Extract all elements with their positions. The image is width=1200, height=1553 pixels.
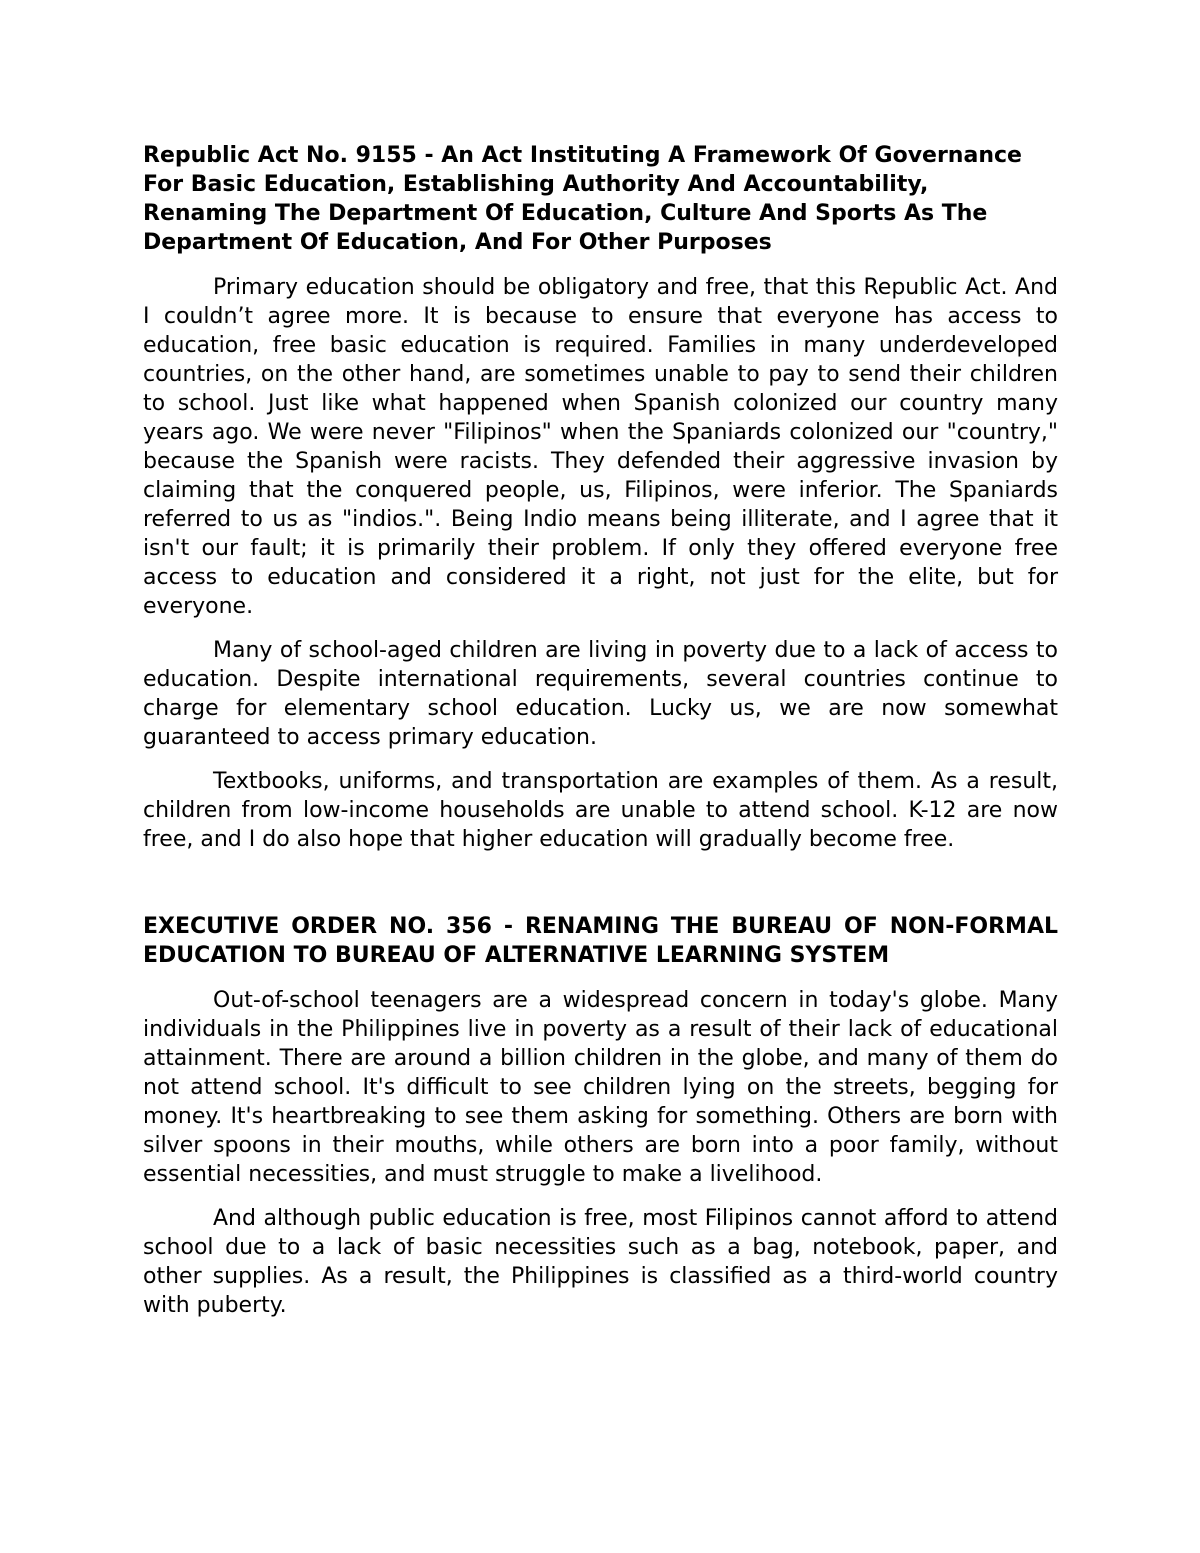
section2-heading: EXECUTIVE ORDER NO. 356 - RENAMING THE BUREAU OF NON-FORMAL EDUCATION TO BUREAU OF ALTERNATIVE LEARNING SYSTEM: [143, 914, 1058, 968]
section1-paragraph-3: Textbooks, uniforms, and transportation are examples of them. As a result, children from low-income households are unable to attend school. K-12 are now free, and I do also hope that higher education will gradually become free.: [143, 769, 1058, 852]
spacer: [143, 1189, 1058, 1204]
section1-heading: Republic Act No. 9155 - An Act Instituting A Framework Of Governance For Basic Education, Establishing Authority And Accountability, Renaming The Department Of Education, Culture And Sports As The Department Of Education, And For Other Purposes: [143, 143, 1022, 255]
spacer: [143, 257, 1058, 273]
spacer: [143, 854, 1058, 912]
section2-paragraph-2: And although public education is free, most Filipinos cannot afford to attend school due to a lack of basic necessities such as a bag, notebook, paper, and other supplies. As a result, the Philippines is classified as a third-world country with puberty.: [143, 1206, 1058, 1318]
spacer: [143, 752, 1058, 767]
document-page: [143, 141, 1058, 1320]
section1-paragraph-2: Many of school-aged children are living in poverty due to a lack of access to education. Despite international requirements, several countries continue to charge for elementary school education. Lucky us, we are now somewhat guaranteed to access primary education.: [143, 638, 1058, 750]
spacer: [143, 970, 1058, 986]
section2-paragraph-1: Out-of-school teenagers are a widespread concern in today's globe. Many individuals in the Philippines live in poverty as a result of their lack of educational attainment. There are around a billion children in the globe, and many of them do not attend school. It's difficult to see children lying on the streets, begging for money. It's heartbreaking to see them asking for something. Others are born with silver spoons in their mouths, while others are born into a poor family, without essential necessities, and must struggle to make a livelihood.: [143, 988, 1058, 1187]
section1-paragraph-1: Primary education should be obligatory and free, that this Republic Act. And I couldn’t agree more. It is because to ensure that everyone has access to education, free basic education is required. Families in many underdeveloped countries, on the other hand, are sometimes unable to pay to send their children to school. Just like what happened when Spanish colonized our country many years ago. We were never "Filipinos" when the Spaniards colonized our "country," because the Spanish were racists. They defended their aggressive invasion by claiming that the conquered people, us, Filipinos, were inferior. The Spaniards referred to us as "indios.". Being Indio means being illiterate, and I agree that it isn't our fault; it is primarily their problem. If only they offered everyone free access to education and considered it a right, not just for the elite, but for everyone.: [143, 275, 1058, 619]
spacer: [143, 621, 1058, 636]
